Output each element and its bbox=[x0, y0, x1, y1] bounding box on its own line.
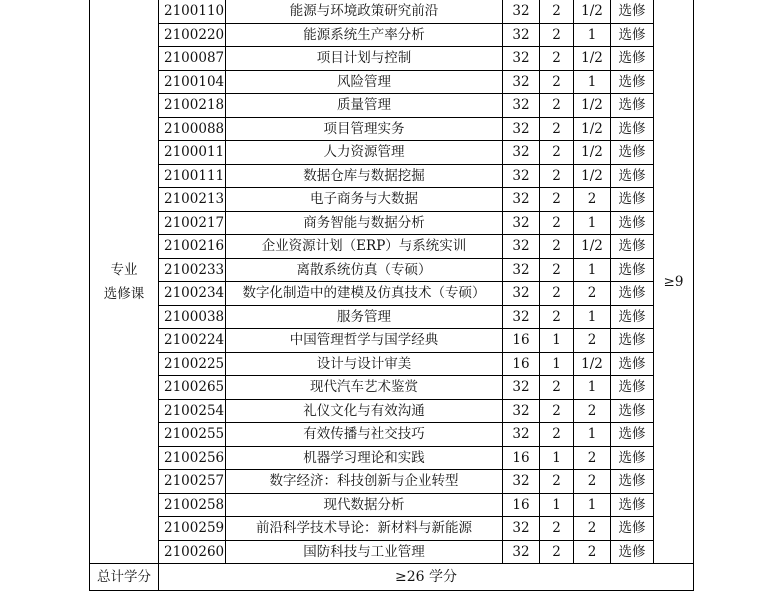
course-credits: 2 bbox=[540, 117, 574, 141]
course-type: 选修 bbox=[611, 70, 654, 94]
course-name: 有效传播与社交技巧 bbox=[226, 423, 503, 447]
table-row bbox=[90, 70, 694, 94]
course-type: 选修 bbox=[611, 305, 654, 329]
table-row bbox=[90, 211, 694, 235]
course-code: 2100265 bbox=[159, 376, 226, 400]
course-hours: 32 bbox=[503, 141, 540, 165]
course-semester: 1/2 bbox=[574, 94, 611, 118]
course-type: 选修 bbox=[611, 493, 654, 517]
course-credits: 2 bbox=[540, 188, 574, 212]
course-name: 能源与环境政策研究前沿 bbox=[226, 0, 503, 23]
table-row bbox=[90, 540, 694, 564]
table-row bbox=[90, 470, 694, 494]
course-type: 选修 bbox=[611, 329, 654, 353]
course-code: 2100220 bbox=[159, 23, 226, 47]
course-type: 选修 bbox=[611, 94, 654, 118]
course-semester: 2 bbox=[574, 446, 611, 470]
course-credits: 2 bbox=[540, 305, 574, 329]
course-hours: 32 bbox=[503, 23, 540, 47]
course-type: 选修 bbox=[611, 211, 654, 235]
course-name: 项目计划与控制 bbox=[226, 47, 503, 71]
course-type: 选修 bbox=[611, 423, 654, 447]
course-hours: 32 bbox=[503, 70, 540, 94]
course-name: 能源系统生产率分析 bbox=[226, 23, 503, 47]
course-name: 现代汽车艺术鉴赏 bbox=[226, 376, 503, 400]
course-name: 数据仓库与数据挖掘 bbox=[226, 164, 503, 188]
course-semester: 1 bbox=[574, 258, 611, 282]
course-credits: 2 bbox=[540, 540, 574, 564]
table-row bbox=[90, 258, 694, 282]
total-value: ≥26 学分 bbox=[159, 564, 694, 591]
course-credits: 2 bbox=[540, 376, 574, 400]
table-row bbox=[90, 352, 694, 376]
course-name: 数字化制造中的建模及仿真技术（专硕） bbox=[226, 282, 503, 306]
course-type: 选修 bbox=[611, 399, 654, 423]
course-type: 选修 bbox=[611, 352, 654, 376]
course-credits: 2 bbox=[540, 47, 574, 71]
course-hours: 16 bbox=[503, 352, 540, 376]
category-cell bbox=[90, 0, 159, 564]
course-hours: 32 bbox=[503, 540, 540, 564]
course-hours: 32 bbox=[503, 305, 540, 329]
course-type: 选修 bbox=[611, 23, 654, 47]
course-semester: 1 bbox=[574, 305, 611, 329]
course-code: 2100110 bbox=[159, 0, 226, 23]
course-name: 中国管理哲学与国学经典 bbox=[226, 329, 503, 353]
table-row bbox=[90, 446, 694, 470]
table-row bbox=[90, 141, 694, 165]
course-credits: 2 bbox=[540, 70, 574, 94]
course-credits: 2 bbox=[540, 94, 574, 118]
course-code: 2100217 bbox=[159, 211, 226, 235]
course-type: 选修 bbox=[611, 470, 654, 494]
course-credits: 1 bbox=[540, 493, 574, 517]
course-hours: 32 bbox=[503, 470, 540, 494]
course-code: 2100087 bbox=[159, 47, 226, 71]
table-row bbox=[90, 117, 694, 141]
course-name: 礼仪文化与有效沟通 bbox=[226, 399, 503, 423]
course-name: 服务管理 bbox=[226, 305, 503, 329]
course-semester: 2 bbox=[574, 517, 611, 541]
table-row bbox=[90, 235, 694, 259]
course-credits: 2 bbox=[540, 164, 574, 188]
category-line-1: 专业 bbox=[110, 261, 138, 278]
course-table-body bbox=[90, 0, 694, 591]
course-name: 风险管理 bbox=[226, 70, 503, 94]
course-semester: 1/2 bbox=[574, 47, 611, 71]
course-hours: 32 bbox=[503, 376, 540, 400]
course-type: 选修 bbox=[611, 117, 654, 141]
course-hours: 32 bbox=[503, 94, 540, 118]
course-name: 国防科技与工业管理 bbox=[226, 540, 503, 564]
course-semester: 1/2 bbox=[574, 117, 611, 141]
course-semester: 1 bbox=[574, 493, 611, 517]
course-semester: 2 bbox=[574, 282, 611, 306]
course-semester: 1/2 bbox=[574, 164, 611, 188]
course-name: 项目管理实务 bbox=[226, 117, 503, 141]
table-row bbox=[90, 23, 694, 47]
course-hours: 16 bbox=[503, 493, 540, 517]
course-credits: 2 bbox=[540, 517, 574, 541]
course-semester: 1 bbox=[574, 23, 611, 47]
course-code: 2100257 bbox=[159, 470, 226, 494]
course-hours: 32 bbox=[503, 164, 540, 188]
course-credits: 1 bbox=[540, 329, 574, 353]
total-row bbox=[90, 564, 694, 591]
course-semester: 1 bbox=[574, 376, 611, 400]
course-hours: 32 bbox=[503, 517, 540, 541]
table-row bbox=[90, 0, 694, 23]
course-type: 选修 bbox=[611, 164, 654, 188]
table-row bbox=[90, 329, 694, 353]
course-hours: 32 bbox=[503, 211, 540, 235]
course-type: 选修 bbox=[611, 47, 654, 71]
course-semester: 1 bbox=[574, 211, 611, 235]
course-name: 现代数据分析 bbox=[226, 493, 503, 517]
course-hours: 32 bbox=[503, 399, 540, 423]
course-type: 选修 bbox=[611, 0, 654, 23]
course-credits: 2 bbox=[540, 23, 574, 47]
course-code: 2100260 bbox=[159, 540, 226, 564]
course-code: 2100088 bbox=[159, 117, 226, 141]
course-code: 2100104 bbox=[159, 70, 226, 94]
course-name: 机器学习理论和实践 bbox=[226, 446, 503, 470]
course-semester: 1/2 bbox=[574, 141, 611, 165]
course-semester: 1/2 bbox=[574, 235, 611, 259]
table-row bbox=[90, 188, 694, 212]
course-credits: 2 bbox=[540, 0, 574, 23]
total-label: 总计学分 bbox=[90, 564, 159, 591]
course-code: 2100213 bbox=[159, 188, 226, 212]
table-row bbox=[90, 423, 694, 447]
table-row bbox=[90, 376, 694, 400]
course-name: 商务智能与数据分析 bbox=[226, 211, 503, 235]
course-semester: 2 bbox=[574, 399, 611, 423]
table-row bbox=[90, 493, 694, 517]
table-row bbox=[90, 399, 694, 423]
course-code: 2100256 bbox=[159, 446, 226, 470]
course-semester: 1/2 bbox=[574, 0, 611, 23]
course-code: 2100216 bbox=[159, 235, 226, 259]
course-semester: 2 bbox=[574, 188, 611, 212]
course-hours: 32 bbox=[503, 282, 540, 306]
course-semester: 2 bbox=[574, 329, 611, 353]
course-name: 人力资源管理 bbox=[226, 141, 503, 165]
table-row bbox=[90, 47, 694, 71]
course-name: 电子商务与大数据 bbox=[226, 188, 503, 212]
course-hours: 16 bbox=[503, 446, 540, 470]
course-type: 选修 bbox=[611, 282, 654, 306]
credit-requirement: ≥9 bbox=[654, 0, 694, 564]
course-type: 选修 bbox=[611, 446, 654, 470]
course-name: 企业资源计划（ERP）与系统实训 bbox=[226, 235, 503, 259]
course-code: 2100255 bbox=[159, 423, 226, 447]
course-credits: 2 bbox=[540, 258, 574, 282]
course-code: 2100111 bbox=[159, 164, 226, 188]
course-credits: 2 bbox=[540, 399, 574, 423]
course-type: 选修 bbox=[611, 258, 654, 282]
course-hours: 32 bbox=[503, 235, 540, 259]
course-semester: 1 bbox=[574, 70, 611, 94]
course-code: 2100234 bbox=[159, 282, 226, 306]
course-hours: 16 bbox=[503, 329, 540, 353]
table-row bbox=[90, 305, 694, 329]
course-name: 质量管理 bbox=[226, 94, 503, 118]
course-credits: 2 bbox=[540, 282, 574, 306]
course-credits: 2 bbox=[540, 235, 574, 259]
course-name: 前沿科学技术导论：新材料与新能源 bbox=[226, 517, 503, 541]
course-credits: 2 bbox=[540, 211, 574, 235]
course-type: 选修 bbox=[611, 376, 654, 400]
course-credits: 2 bbox=[540, 141, 574, 165]
course-credits: 2 bbox=[540, 423, 574, 447]
course-hours: 32 bbox=[503, 188, 540, 212]
course-semester: 1 bbox=[574, 423, 611, 447]
table-row bbox=[90, 94, 694, 118]
course-code: 2100011 bbox=[159, 141, 226, 165]
course-type: 选修 bbox=[611, 141, 654, 165]
course-type: 选修 bbox=[611, 540, 654, 564]
course-hours: 32 bbox=[503, 423, 540, 447]
table-row bbox=[90, 164, 694, 188]
course-name: 数字经济：科技创新与企业转型 bbox=[226, 470, 503, 494]
course-code: 2100038 bbox=[159, 305, 226, 329]
course-semester: 2 bbox=[574, 540, 611, 564]
course-code: 2100254 bbox=[159, 399, 226, 423]
course-name: 设计与设计审美 bbox=[226, 352, 503, 376]
course-credits: 1 bbox=[540, 352, 574, 376]
course-credits: 1 bbox=[540, 446, 574, 470]
course-hours: 32 bbox=[503, 0, 540, 23]
course-table bbox=[89, 0, 694, 591]
course-semester: 1/2 bbox=[574, 352, 611, 376]
course-code: 2100233 bbox=[159, 258, 226, 282]
course-code: 2100259 bbox=[159, 517, 226, 541]
course-credits: 2 bbox=[540, 470, 574, 494]
table-row bbox=[90, 282, 694, 306]
course-code: 2100218 bbox=[159, 94, 226, 118]
course-type: 选修 bbox=[611, 517, 654, 541]
course-code: 2100258 bbox=[159, 493, 226, 517]
course-hours: 32 bbox=[503, 47, 540, 71]
category-line-2: 选修课 bbox=[103, 285, 145, 302]
course-type: 选修 bbox=[611, 235, 654, 259]
course-code: 2100225 bbox=[159, 352, 226, 376]
table-row bbox=[90, 517, 694, 541]
course-code: 2100224 bbox=[159, 329, 226, 353]
course-hours: 32 bbox=[503, 258, 540, 282]
course-hours: 32 bbox=[503, 117, 540, 141]
course-name: 离散系统仿真（专硕） bbox=[226, 258, 503, 282]
course-type: 选修 bbox=[611, 188, 654, 212]
course-semester: 2 bbox=[574, 470, 611, 494]
